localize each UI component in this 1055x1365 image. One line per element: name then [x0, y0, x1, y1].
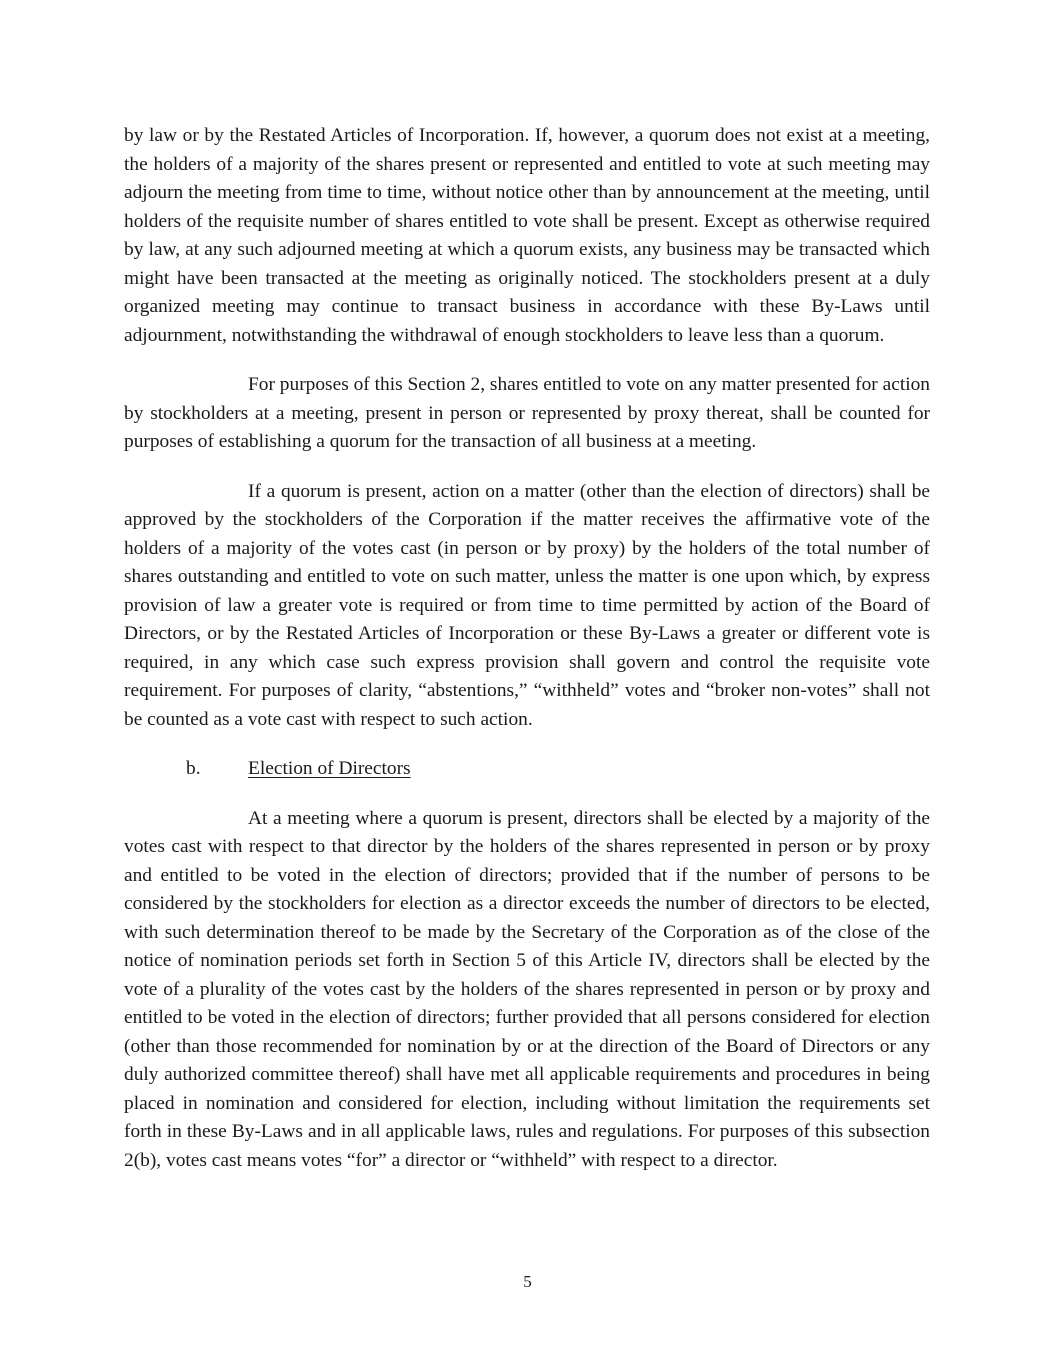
document-page — [124, 122, 930, 1196]
paragraph-quorum-adjournment: by law or by the Restated Articles of Incorporation. If, however, a quorum does not exist at a meeting, the holders of a majority of the shares present or represented and entitled to vote at such meeting may adjourn the meeting from time to time, without notice other than by announcement at the meeting, until holders of the requisite number of shares entitled to vote shall be present. Except as otherwise required by law, at any such adjourned meeting at which a quorum exists, any business may be transacted which might have been transacted at the meeting as originally noticed. The stockholders present at a duly organized meeting may continue to transact business in accordance with these By-Laws until adjournment, notwithstanding the withdrawal of enough stockholders to leave less than a quorum. — [124, 125, 930, 346]
section-number: b. — [186, 758, 201, 779]
paragraph-quorum-counting: For purposes of this Section 2, shares entitled to vote on any matter presented for action by stockholders at a meeting, present in person or represented by proxy thereat, shall be counted for purposes of establishing a quorum for the transaction of all business at a meeting. — [124, 374, 930, 452]
section-heading-election-of-directors — [124, 755, 930, 784]
paragraph-election-of-directors: At a meeting where a quorum is present, directors shall be elected by a majority of the votes cast with respect to that director by the holders of the shares represented in person or by proxy and entitled to be voted in the election of directors; provided that if the number of persons to be considered by the stockholders for election as a director exceeds the number of directors to be elected, with such determination thereof to be made by the Secretary of the Corporation as of the close of the notice of nomination periods set forth in Section 5 of this Article IV, directors shall be elected by the vote of a plurality of the votes cast by the holders of the shares represented in person or by proxy and entitled to be voted in the election of directors; further provided that all persons considered for election (other than those recommended for nomination by or at the direction of the Board of Directors or any duly authorized committee thereof) shall have met all applicable requirements and procedures in being placed in nomination and considered for election, including without limitation the requirements set forth in these By-Laws and in all applicable laws, rules and regulations. For purposes of this subsection 2(b), votes cast means votes “for” a director or “withheld” with respect to a director. — [124, 807, 930, 1171]
paragraph-vote-approval: If a quorum is present, action on a matter (other than the election of directors) shall be approved by the stockholders of the Corporation if the matter receives the affirmative vote of the holders of a majority of the votes cast (in person or by proxy) by the holders of the total number of shares outstanding and entitled to vote on such matter, unless the matter is one upon which, by express provision of law a greater vote is required or from time to time permitted by action of the Board of Directors, or by the Restated Articles of Incorporation or these By-Laws a greater or different vote is required, in any which case such express provision shall govern and control the requisite vote requirement. For purposes of clarity, “abstentions,” “withheld” votes and “broker non-votes” shall not be counted as a vote cast with respect to such action. — [124, 480, 930, 730]
section-title: Election of Directors — [248, 758, 411, 779]
page-number: 5 — [523, 1272, 532, 1291]
